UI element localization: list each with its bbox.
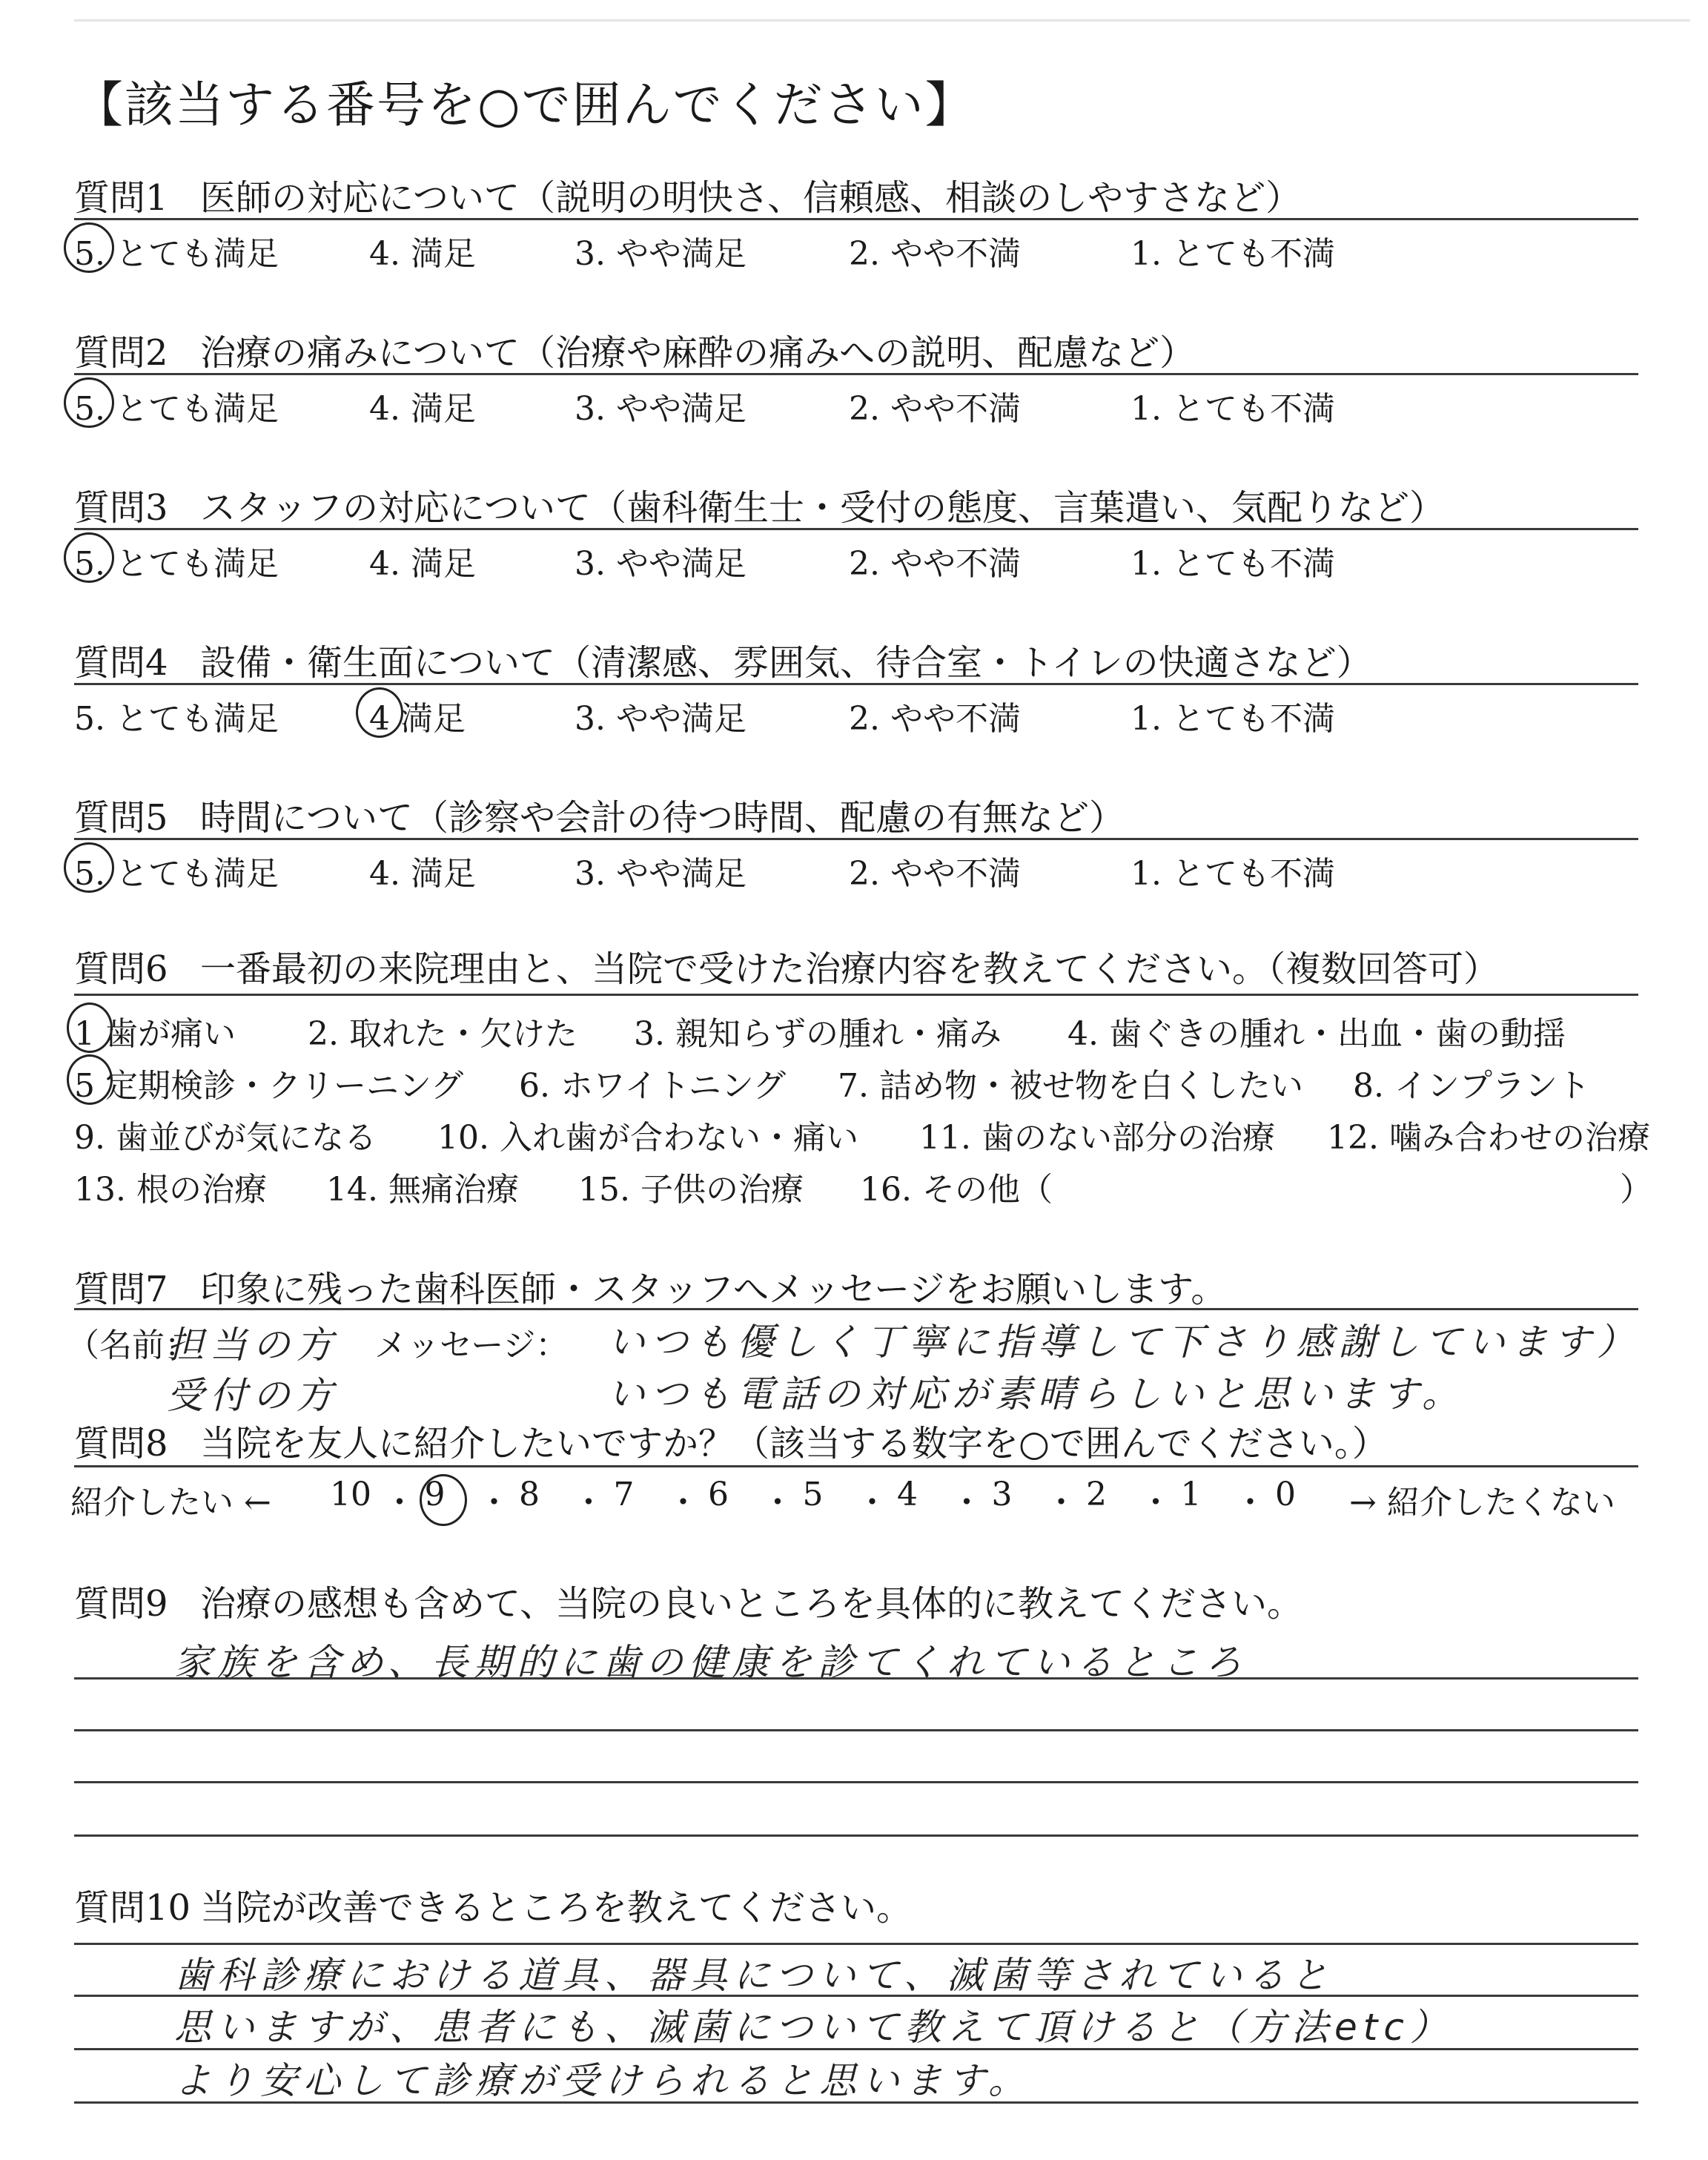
- q8-scale-separator: ・: [477, 1484, 511, 1522]
- q8-scale-10[interactable]: 10: [330, 1476, 371, 1513]
- q10-text: 当院が改善できるところを教えてください。: [200, 1887, 913, 1929]
- q8-scale-4[interactable]: 4: [897, 1476, 918, 1513]
- q1-option-4[interactable]: 4. 満足: [369, 235, 476, 273]
- q3-rule: [74, 528, 1638, 530]
- q8-scale-3[interactable]: 3: [991, 1476, 1013, 1513]
- q4-rule: [74, 683, 1638, 685]
- q9-line-2: [74, 1729, 1638, 1731]
- q2-title: [74, 324, 1195, 375]
- q9-title: [74, 1575, 1302, 1626]
- q10-answer-line-3: より安心して診療が受けられると思います。: [174, 2059, 1031, 2102]
- q2-option-2[interactable]: 2. やや不満: [849, 390, 1021, 428]
- q10-answer-line-2: 思いますが、患者にも、滅菌について教えて頂けると（方法etc）: [174, 2006, 1453, 2049]
- q5-option-1[interactable]: 1. とても不満: [1131, 855, 1335, 893]
- q3-number: 質問3: [74, 487, 168, 529]
- q4-number: 質問4: [74, 642, 168, 684]
- answer-circle-q4: [356, 687, 403, 738]
- q7-message-label: メッセージ：: [374, 1327, 569, 1364]
- q7-message-1: いつも優しく丁寧に指導して下さり感謝しています）: [608, 1321, 1640, 1364]
- q8-scale-9[interactable]: 9: [424, 1476, 446, 1513]
- q6-item-9[interactable]: 9. 歯並びが気になる: [74, 1119, 377, 1157]
- q5-option-5[interactable]: 5. とても満足: [74, 855, 279, 893]
- q8-title: [74, 1415, 1388, 1466]
- q6-item-8[interactable]: 8. インプラント: [1353, 1067, 1590, 1105]
- q6-item-6[interactable]: 6. ホワイトニング: [519, 1067, 787, 1105]
- q8-scale-separator: ・: [761, 1484, 794, 1522]
- q6-item-1[interactable]: 1 歯が痛い: [74, 1015, 236, 1053]
- q6-item-5[interactable]: 5 定期検診・クリーニング: [74, 1067, 464, 1105]
- q8-scale-separator: ・: [1139, 1484, 1172, 1522]
- answer-circle-q6-5: [67, 1054, 113, 1105]
- q5-number: 質問5: [74, 797, 168, 839]
- q8-text: 当院を友人に紹介したいですか？（該当する数字を○で囲んでください。）: [200, 1423, 1388, 1464]
- q8-scale-1[interactable]: 1: [1180, 1476, 1202, 1513]
- q3-option-4[interactable]: 4. 満足: [369, 545, 476, 583]
- q1-option-3[interactable]: 3. やや満足: [575, 235, 747, 273]
- q7-number: 質問7: [74, 1269, 168, 1310]
- q6-item-11[interactable]: 11. 歯のない部分の治療: [919, 1119, 1275, 1157]
- q9-line-3: [74, 1781, 1638, 1783]
- q5-option-2[interactable]: 2. やや不満: [849, 855, 1021, 893]
- q6-item-15[interactable]: 15. 子供の治療: [578, 1171, 804, 1209]
- answer-circle-q5: [64, 842, 114, 893]
- q1-number: 質問1: [74, 177, 168, 219]
- q2-option-4[interactable]: 4. 満足: [369, 390, 476, 428]
- q8-left-label: 紹介したい ←: [70, 1484, 271, 1522]
- q4-option-1[interactable]: 1. とても不満: [1131, 700, 1335, 738]
- q10-line-2: [74, 2048, 1638, 2050]
- q8-scale-5[interactable]: 5: [802, 1476, 824, 1513]
- answer-circle-q2: [64, 377, 114, 428]
- q7-name-label: （名前：: [67, 1327, 197, 1364]
- q1-option-2[interactable]: 2. やや不満: [849, 235, 1021, 273]
- q1-option-1[interactable]: 1. とても不満: [1131, 235, 1335, 273]
- q6-item-7[interactable]: 7. 詰め物・被せ物を白くしたい: [838, 1067, 1303, 1105]
- q8-scale-separator: ・: [383, 1484, 416, 1522]
- q7-name-1: 担当の方: [167, 1324, 339, 1367]
- q6-other-close: ）: [1620, 1171, 1652, 1209]
- q9-line-1: [74, 1677, 1638, 1680]
- q4-option-5[interactable]: 5. とても満足: [74, 700, 279, 738]
- q7-message-2: いつも電話の対応が素晴らしいと思います。: [608, 1373, 1465, 1416]
- q4-option-2[interactable]: 2. やや不満: [849, 700, 1021, 738]
- q6-text: 一番最初の来院理由と、当院で受けた治療内容を教えてください。（複数回答可）: [200, 948, 1500, 990]
- q2-option-3[interactable]: 3. やや満足: [575, 390, 747, 428]
- q10-number: 質問10: [74, 1887, 191, 1929]
- q8-number: 質問8: [74, 1423, 168, 1464]
- q9-number: 質問9: [74, 1583, 168, 1625]
- q2-option-5[interactable]: 5. とても満足: [74, 390, 279, 428]
- q8-scale-separator: ・: [666, 1484, 700, 1522]
- q10-answer-line-1: 歯科診療における道具、器具について、滅菌等されていると: [174, 1954, 1334, 1997]
- q4-option-4[interactable]: 4 満足: [369, 700, 466, 738]
- q9-text: 治療の感想も含めて、当院の良いところを具体的に教えてください。: [200, 1583, 1303, 1625]
- q9-answer-line-1: 家族を含め、長期的に歯の健康を診てくれているところ: [174, 1641, 1248, 1684]
- q8-scale-8[interactable]: 8: [519, 1476, 540, 1513]
- q6-item-12[interactable]: 12. 噛み合わせの治療: [1327, 1119, 1650, 1157]
- q4-option-3[interactable]: 3. やや満足: [575, 700, 747, 738]
- q9-line-4: [74, 1834, 1638, 1837]
- q6-item-3[interactable]: 3. 親知らずの腫れ・痛み: [634, 1015, 1002, 1053]
- q6-rule: [74, 994, 1638, 996]
- q6-number: 質問6: [74, 948, 168, 990]
- q3-option-5[interactable]: 5. とても満足: [74, 545, 279, 583]
- q1-title: [74, 169, 1301, 220]
- q5-text: 時間について（診察や会計の待つ時間、配慮の有無など）: [200, 797, 1125, 839]
- q6-item-2[interactable]: 2. 取れた・欠けた: [308, 1015, 577, 1053]
- q3-option-3[interactable]: 3. やや満足: [575, 545, 747, 583]
- q5-title: [74, 789, 1125, 840]
- q1-text: 医師の対応について（説明の明快さ、信頼感、相談のしやすさなど）: [200, 177, 1302, 219]
- q8-scale-7[interactable]: 7: [613, 1476, 635, 1513]
- q1-rule: [74, 218, 1638, 220]
- answer-circle-q1: [64, 222, 114, 273]
- q1-option-5[interactable]: 5. とても満足: [74, 235, 279, 273]
- q10-line-3: [74, 2101, 1638, 2104]
- q6-title: [74, 940, 1499, 991]
- q6-item-10[interactable]: 10. 入れ歯が合わない・痛い: [437, 1119, 858, 1157]
- top-border: [74, 19, 1690, 22]
- q7-rule: [74, 1308, 1638, 1310]
- q8-scale-separator: ・: [950, 1484, 983, 1522]
- q6-item-4[interactable]: 4. 歯ぐきの腫れ・出血・歯の動揺: [1068, 1015, 1566, 1053]
- q3-option-2[interactable]: 2. やや不満: [849, 545, 1021, 583]
- q5-option-4[interactable]: 4. 満足: [369, 855, 476, 893]
- q8-scale-separator: ・: [1234, 1484, 1267, 1522]
- q4-title: [74, 634, 1372, 685]
- q7-title: [74, 1261, 1226, 1312]
- q8-rule: [74, 1465, 1638, 1467]
- q3-text: スタッフの対応について（歯科衛生士・受付の態度、言葉遣い、気配りなど）: [200, 487, 1446, 529]
- q7-name-2: 受付の方: [167, 1374, 339, 1417]
- q8-scale-separator: ・: [855, 1484, 889, 1522]
- q8-scale-separator: ・: [1045, 1484, 1078, 1522]
- q6-item-14[interactable]: 14. 無痛治療: [326, 1171, 519, 1209]
- q6-item-16[interactable]: 16. その他（: [860, 1171, 1053, 1209]
- page-header: 【該当する番号を○で囲んでください】: [74, 76, 976, 133]
- q8-scale-6[interactable]: 6: [708, 1476, 729, 1513]
- q10-line-0: [74, 1943, 1638, 1945]
- q2-number: 質問2: [74, 332, 168, 374]
- q5-rule: [74, 838, 1638, 840]
- q10-title: [74, 1879, 912, 1930]
- q2-text: 治療の痛みについて（治療や麻酔の痛みへの説明、配慮など）: [200, 332, 1196, 374]
- q7-text: 印象に残った歯科医師・スタッフへメッセージをお願いします。: [200, 1269, 1227, 1310]
- q3-option-1[interactable]: 1. とても不満: [1131, 545, 1335, 583]
- q2-option-1[interactable]: 1. とても不満: [1131, 390, 1335, 428]
- q2-rule: [74, 373, 1638, 375]
- q8-scale-0[interactable]: 0: [1275, 1476, 1296, 1513]
- answer-circle-q6-1: [67, 1003, 113, 1053]
- q4-text: 設備・衛生面について（清潔感、雰囲気、待合室・トイレの快適さなど）: [200, 642, 1372, 684]
- q6-item-13[interactable]: 13. 根の治療: [74, 1171, 267, 1209]
- answer-circle-q8-9: [420, 1474, 467, 1526]
- q8-right-label: → 紹介したくない: [1349, 1484, 1615, 1522]
- q10-line-1: [74, 1995, 1638, 1997]
- answer-circle-q3: [64, 532, 114, 583]
- q8-scale-separator: ・: [572, 1484, 605, 1522]
- q3-title: [74, 479, 1445, 530]
- q8-scale-2[interactable]: 2: [1086, 1476, 1107, 1513]
- q5-option-3[interactable]: 3. やや満足: [575, 855, 747, 893]
